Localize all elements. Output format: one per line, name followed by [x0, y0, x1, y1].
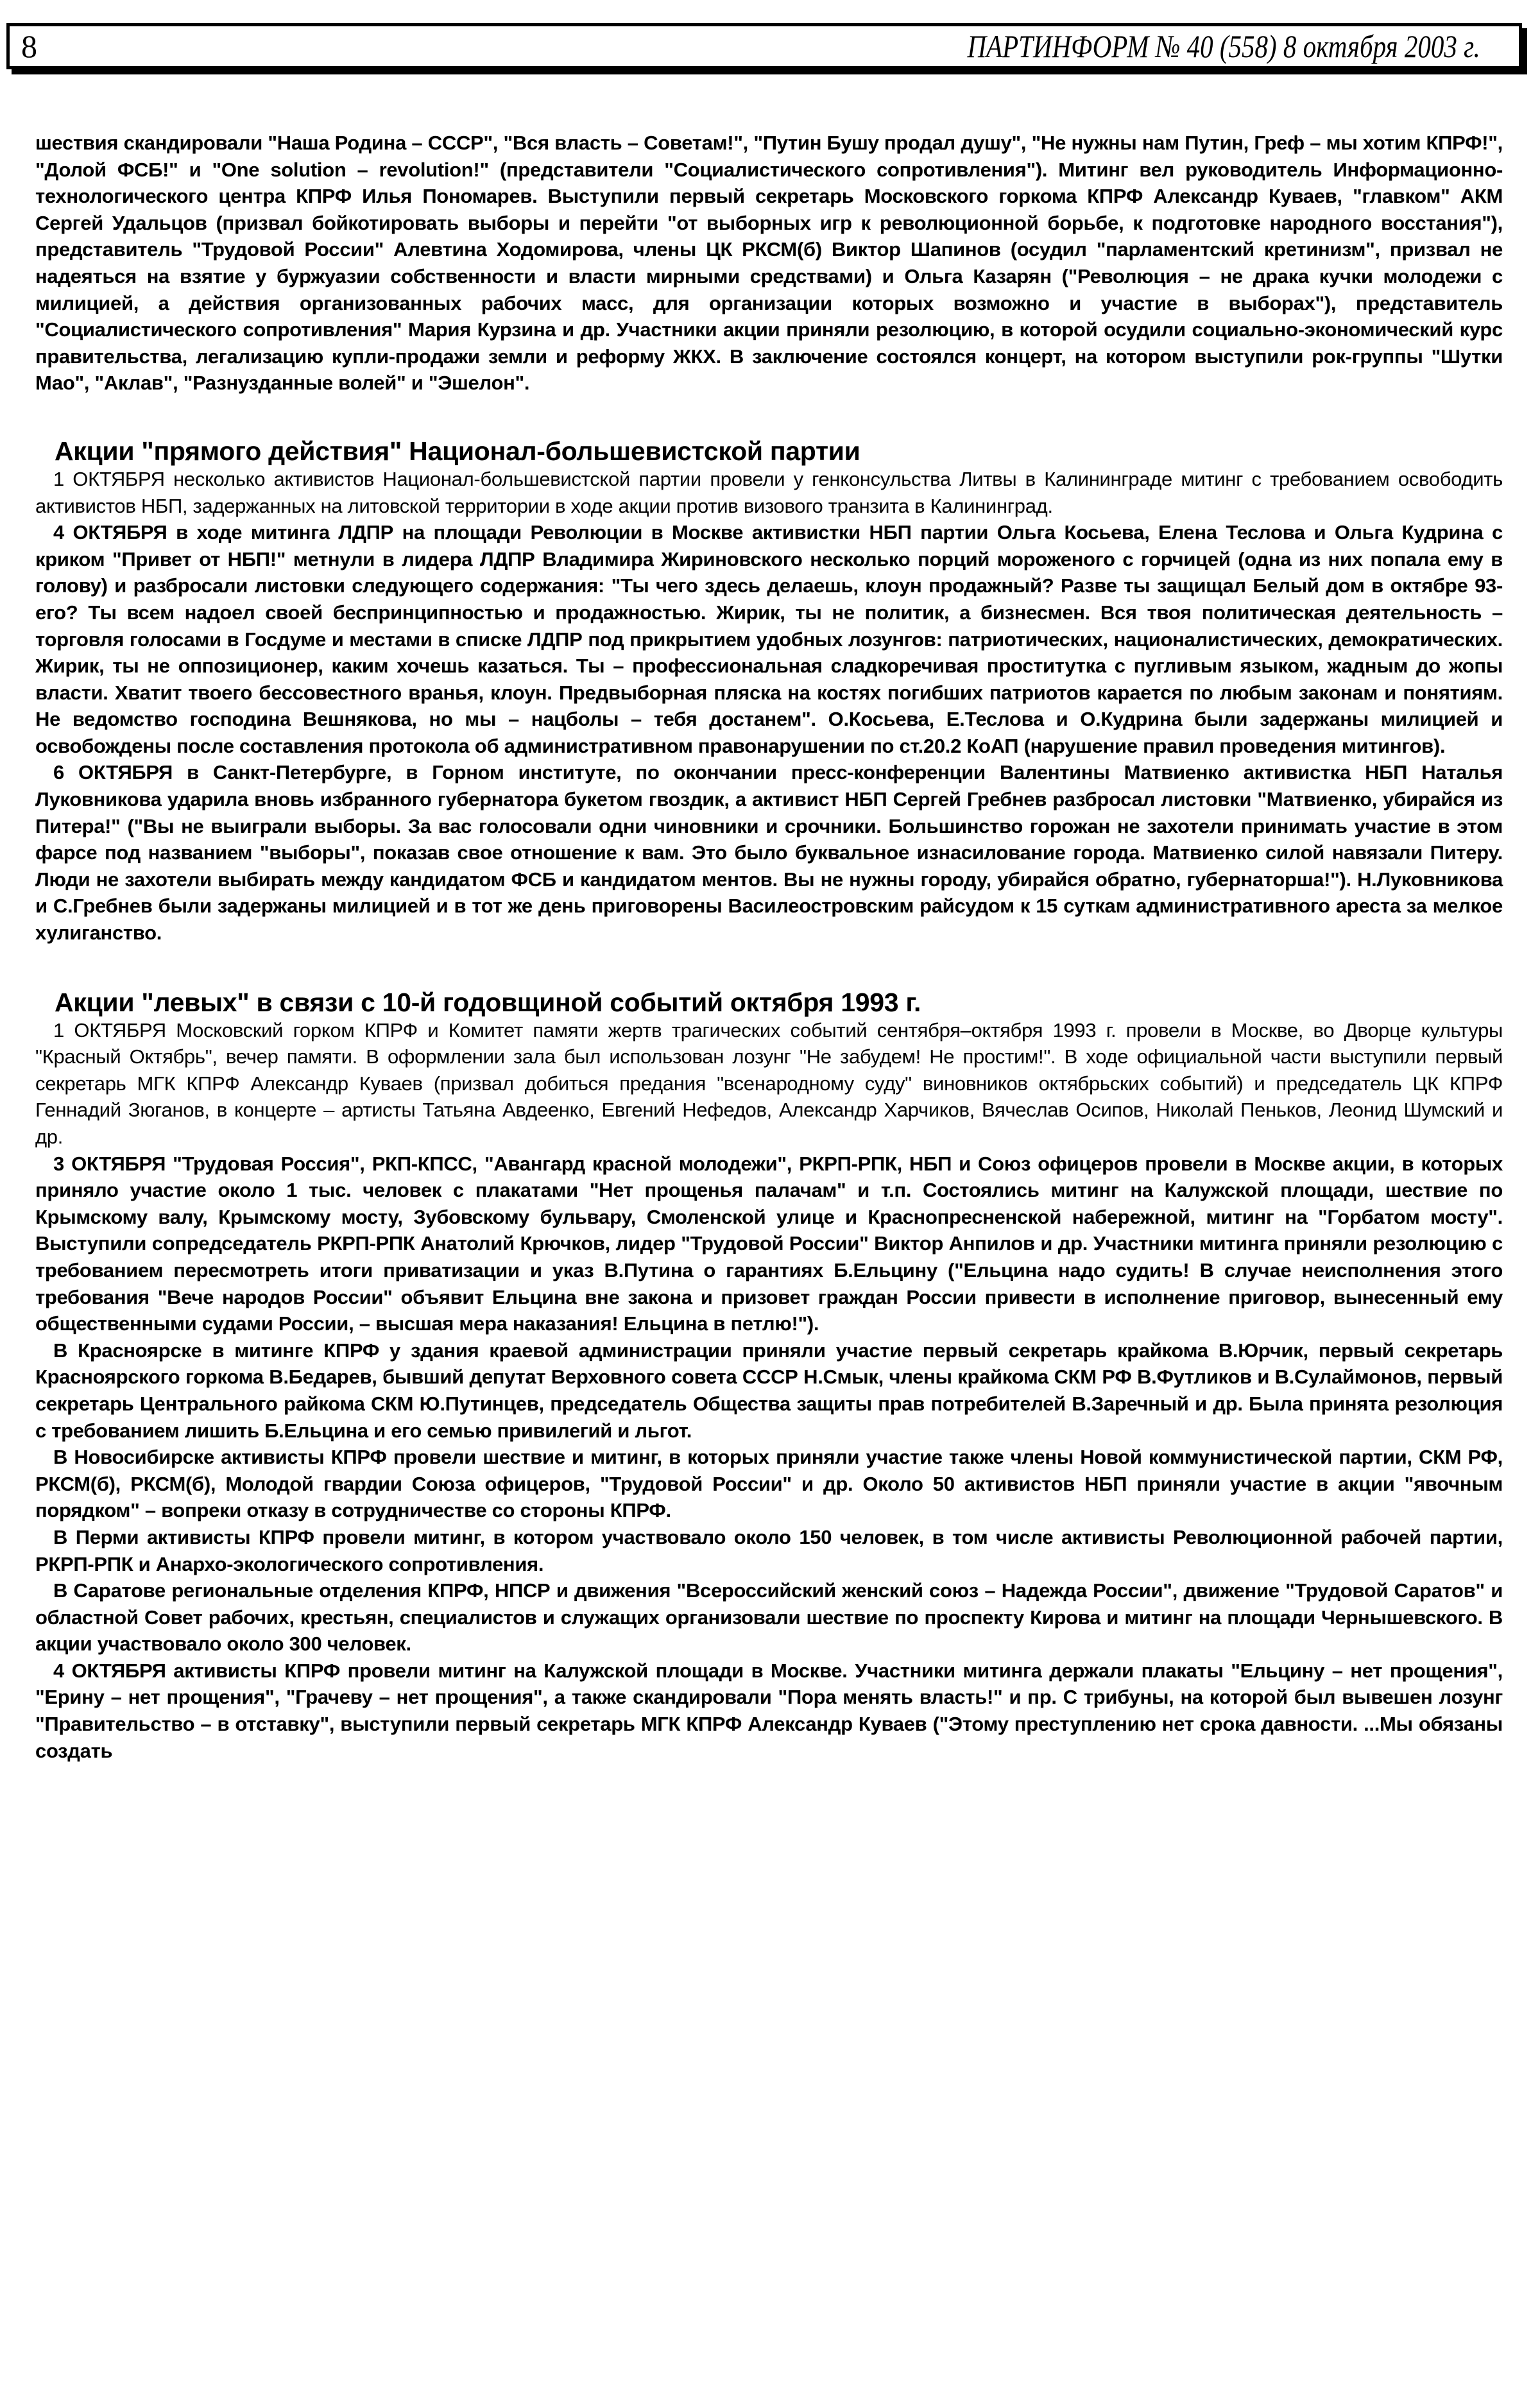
- section-nbp-actions: [35, 436, 1503, 947]
- paragraph: 1 ОКТЯБРЯ Московский горком КПРФ и Комитет памяти жертв трагических событий сентября–октября 1993 г. провели в Москве, во Дворце культуры "Красный Октябрь", вечер памяти. В оформлении зала был использован лозунг "Не забудем! Не простим!". В ходе официальной части выступили первый секретарь МГК КПРФ Александр Куваев (призвал добиться предания "всенародному суду" виновников октябрьских событий) и председатель ЦК КПРФ Геннадий Зюганов, в концерте – артисты Татьяна Авдеенко, Евгений Нефедов, Александр Харчиков, Вячеслав Осипов, Николай Пеньков, Леонид Шумский и др.: [35, 1018, 1503, 1148]
- paragraph: 4 ОКТЯБРЯ активисты КПРФ провели митинг на Калужской площади в Москве. Участники митинга держали плакаты "Ельцину – нет прощения", "Ерину – нет прощения", "Грачеву – нет прощения", а также скандировали "Пора менять власть!" и пр. С трибуны, на которой был вывешен лозунг "Правительство – в отставку", выступили первый секретарь МГК КПРФ Александр Куваев ("Этому преступлению нет срока давности. ...Мы обязаны создать: [35, 1659, 1503, 1762]
- page-header: [6, 23, 1522, 69]
- section-heading: Акции "прямого действия" Национал-большевистской партии: [55, 436, 860, 466]
- intro-paragraph: шествия скандировали "Наша Родина – СССР", "Вся власть – Советам!", "Путин Бушу продал душу", "Не нужны нам Путин, Греф – мы хотим КПРФ!", "Долой ФСБ!" и "One solution – revolution!" (представители "Социалистического сопротивления"). Митинг вел руководитель Информационно-технологического центра КПРФ Илья Пономарев. Выступили первый секретарь Московского горкома КПРФ Александр Куваев, "главком" АКМ Сергей Удальцов (призвал бойкотировать выборы и перейти "от выборных игр к революционной борьбе, к подготовке народного восстания"), представитель "Трудовой России" Алевтина Ходомирова, члены ЦК РКСМ(б) Виктор Шапинов (осудил "парламентский кретинизм", призвал не надеяться на взятие у буржуазии собственности и власти мирными средствами) и Ольга Казарян ("Революция – не драка кучки молодежи с милицией, а действия организованных рабочих масс, для организации которых возможно и участие в выборах"), представитель "Социалистического сопротивления" Мария Курзина и др. Участники акции приняли резолюцию, в которой осудили социально-экономический курс правительства, легализацию купли-продажи земли и реформу ЖКХ. В заключение состоялся концерт, на котором выступили рок-группы "Шутки Мао", "Аклав", "Разнузданные волей" и "Эшелон".: [35, 132, 1503, 395]
- paragraph: В Новосибирске активисты КПРФ провели шествие и митинг, в которых приняли участие также члены Новой коммунистической партии, СКМ РФ, РКСМ(б), РКСМ(б), Молодой гвардии Союза офицеров, "Трудовой России" и др. Около 50 активистов НБП приняли участие в акции "явочным порядком" – вопреки отказу в сотрудничестве со стороны КПРФ.: [35, 1446, 1503, 1522]
- section-left-actions-1993: [35, 988, 1503, 1765]
- issue-title: ПАРТИНФОРМ № 40 (558) 8 октября 2003 г.: [967, 28, 1480, 64]
- paragraph: В Перми активисты КПРФ провели митинг, в котором участвовало около 150 человек, в том числе активисты Революционной рабочей партии, РКРП-РПК и Анархо-экологического сопротивления.: [35, 1525, 1503, 1575]
- article-body: [35, 130, 1503, 1764]
- section-heading: Акции "левых" в связи с 10-й годовщиной событий октября 1993 г.: [55, 987, 921, 1017]
- paragraph: 4 ОКТЯБРЯ в ходе митинга ЛДПР на площади Революции в Москве активистки НБП партии Ольга Косьева, Елена Теслова и Ольга Кудрина с криком "Привет от НБП!" метнули в лидера ЛДПР Владимира Жириновского несколько порций мороженого с горчицей (одна из них попала ему в голову) и разбросали листовки следующего содержания: "Ты чего здесь делаешь, клоун продажный? Разве ты защищал Белый дом в октябре 93-его? Ты всем надоел своей беспринципностью и продажностью. Жирик, ты не политик, а бизнесмен. Вся твоя политическая деятельность – торговля голосами в Госдуме и местами в списке ЛДПР под прикрытием удобных лозунгов: патриотических, националистических, демократических. Жирик, ты не оппозиционер, каким хочешь казаться. Ты – профессиональная сладкоречивая проститутка с пугливым языком, жадным до жопы власти. Хватит твоего бессовестного вранья, клоун. Предвыборная пляска на костях погибших патриотов карается по любым законам и понятиям. Не ведомство господина Вешнякова, но мы – нацболы – тебя достанем". О.Косьева, Е.Теслова и О.Кудрина были задержаны милицией и освобождены после составления протокола об административном правонарушении по ст.20.2 КоАП (нарушение правил проведения митингов).: [35, 521, 1503, 757]
- paragraph: В Красноярске в митинге КПРФ у здания краевой администрации приняли участие первый секретарь крайкома В.Юрчик, первый секретарь Красноярского горкома В.Бедарев, бывший депутат Верховного совета СССР Н.Смык, члены крайкома СКМ РФ В.Футликов и В.Сулаймонов, первый секретарь Центрального райкома СКМ Ю.Путинцев, председатель Общества защиты прав потребителей В.Заречный и др. Была принята резолюция с требованием лишить Б.Ельцина и его семью привилегий и льгот.: [35, 1339, 1503, 1442]
- page-number: 8: [21, 28, 37, 64]
- paragraph: 1 ОКТЯБРЯ несколько активистов Национал-большевистской партии провели у генконсульства Литвы в Калининграде митинг с требованием освободить активистов НБП, задержанных на литовской территории в ходе акции против визового транзита в Калининград.: [35, 467, 1503, 517]
- paragraph: 3 ОКТЯБРЯ "Трудовая Россия", РКП-КПСС, "Авангард красной молодежи", РКРП-РПК, НБП и Союз офицеров провели в Москве акции, в которых приняло участие около 1 тыс. человек с плакатами "Нет прощенья палачам" и т.п. Состоялись митинг на Калужской площади, шествие по Крымскому валу, Крымскому мосту, Зубовскому бульвару, Смоленской улице и Краснопресненской набережной, митинг на "Горбатом мосту". Выступили сопредседатель РКРП-РПК Анатолий Крючков, лидер "Трудовой России" Виктор Анпилов и др. Участники митинга приняли резолюцию с требованием пересмотреть итоги приватизации и указ В.Путина о гарантиях Б.Ельцину ("Ельцина надо судить! В случае неисполнения этого требования "Вече народов России" объявит Ельцина вне закона и призовет граждан России привести в исполнение приговор, вынесенный ему общественными судами России, – высшая мера наказания! Ельцина в петлю!").: [35, 1152, 1503, 1335]
- paragraph: В Саратове региональные отделения КПРФ, НПСР и движения "Всероссийский женский союз – Надежда России", движение "Трудовой Саратов" и областной Совет рабочих, крестьян, специалистов и служащих организовали шествие по проспекту Кирова и митинг на площади Чернышевского. В акции участвовало около 300 человек.: [35, 1579, 1503, 1656]
- paragraph: 6 ОКТЯБРЯ в Санкт-Петербурге, в Горном институте, по окончании пресс-конференции Валентины Матвиенко активистка НБП Наталья Луковникова ударила вновь избранного губернатора букетом гвоздик, а активист НБП Сергей Гребнев разбросал листовки "Матвиенко, убирайся из Питера!" ("Вы не выиграли выборы. За вас голосовали одни чиновники и срочники. Большинство горожан не захотели принимать участие в этом фарсе под названием "выборы", показав свое отношение к вам. Это было буквальное изнасилование города. Матвиенко силой навязали Питеру. Люди не захотели выбирать между кандидатом ФСБ и кандидатом ментов. Вы не нужны городу, убирайся обратно, губернаторша!"). Н.Луковникова и С.Гребнев были задержаны милицией и в тот же день приговорены Василеостровским райсудом к 15 суткам административного ареста за мелкое хулиганство.: [35, 761, 1503, 945]
